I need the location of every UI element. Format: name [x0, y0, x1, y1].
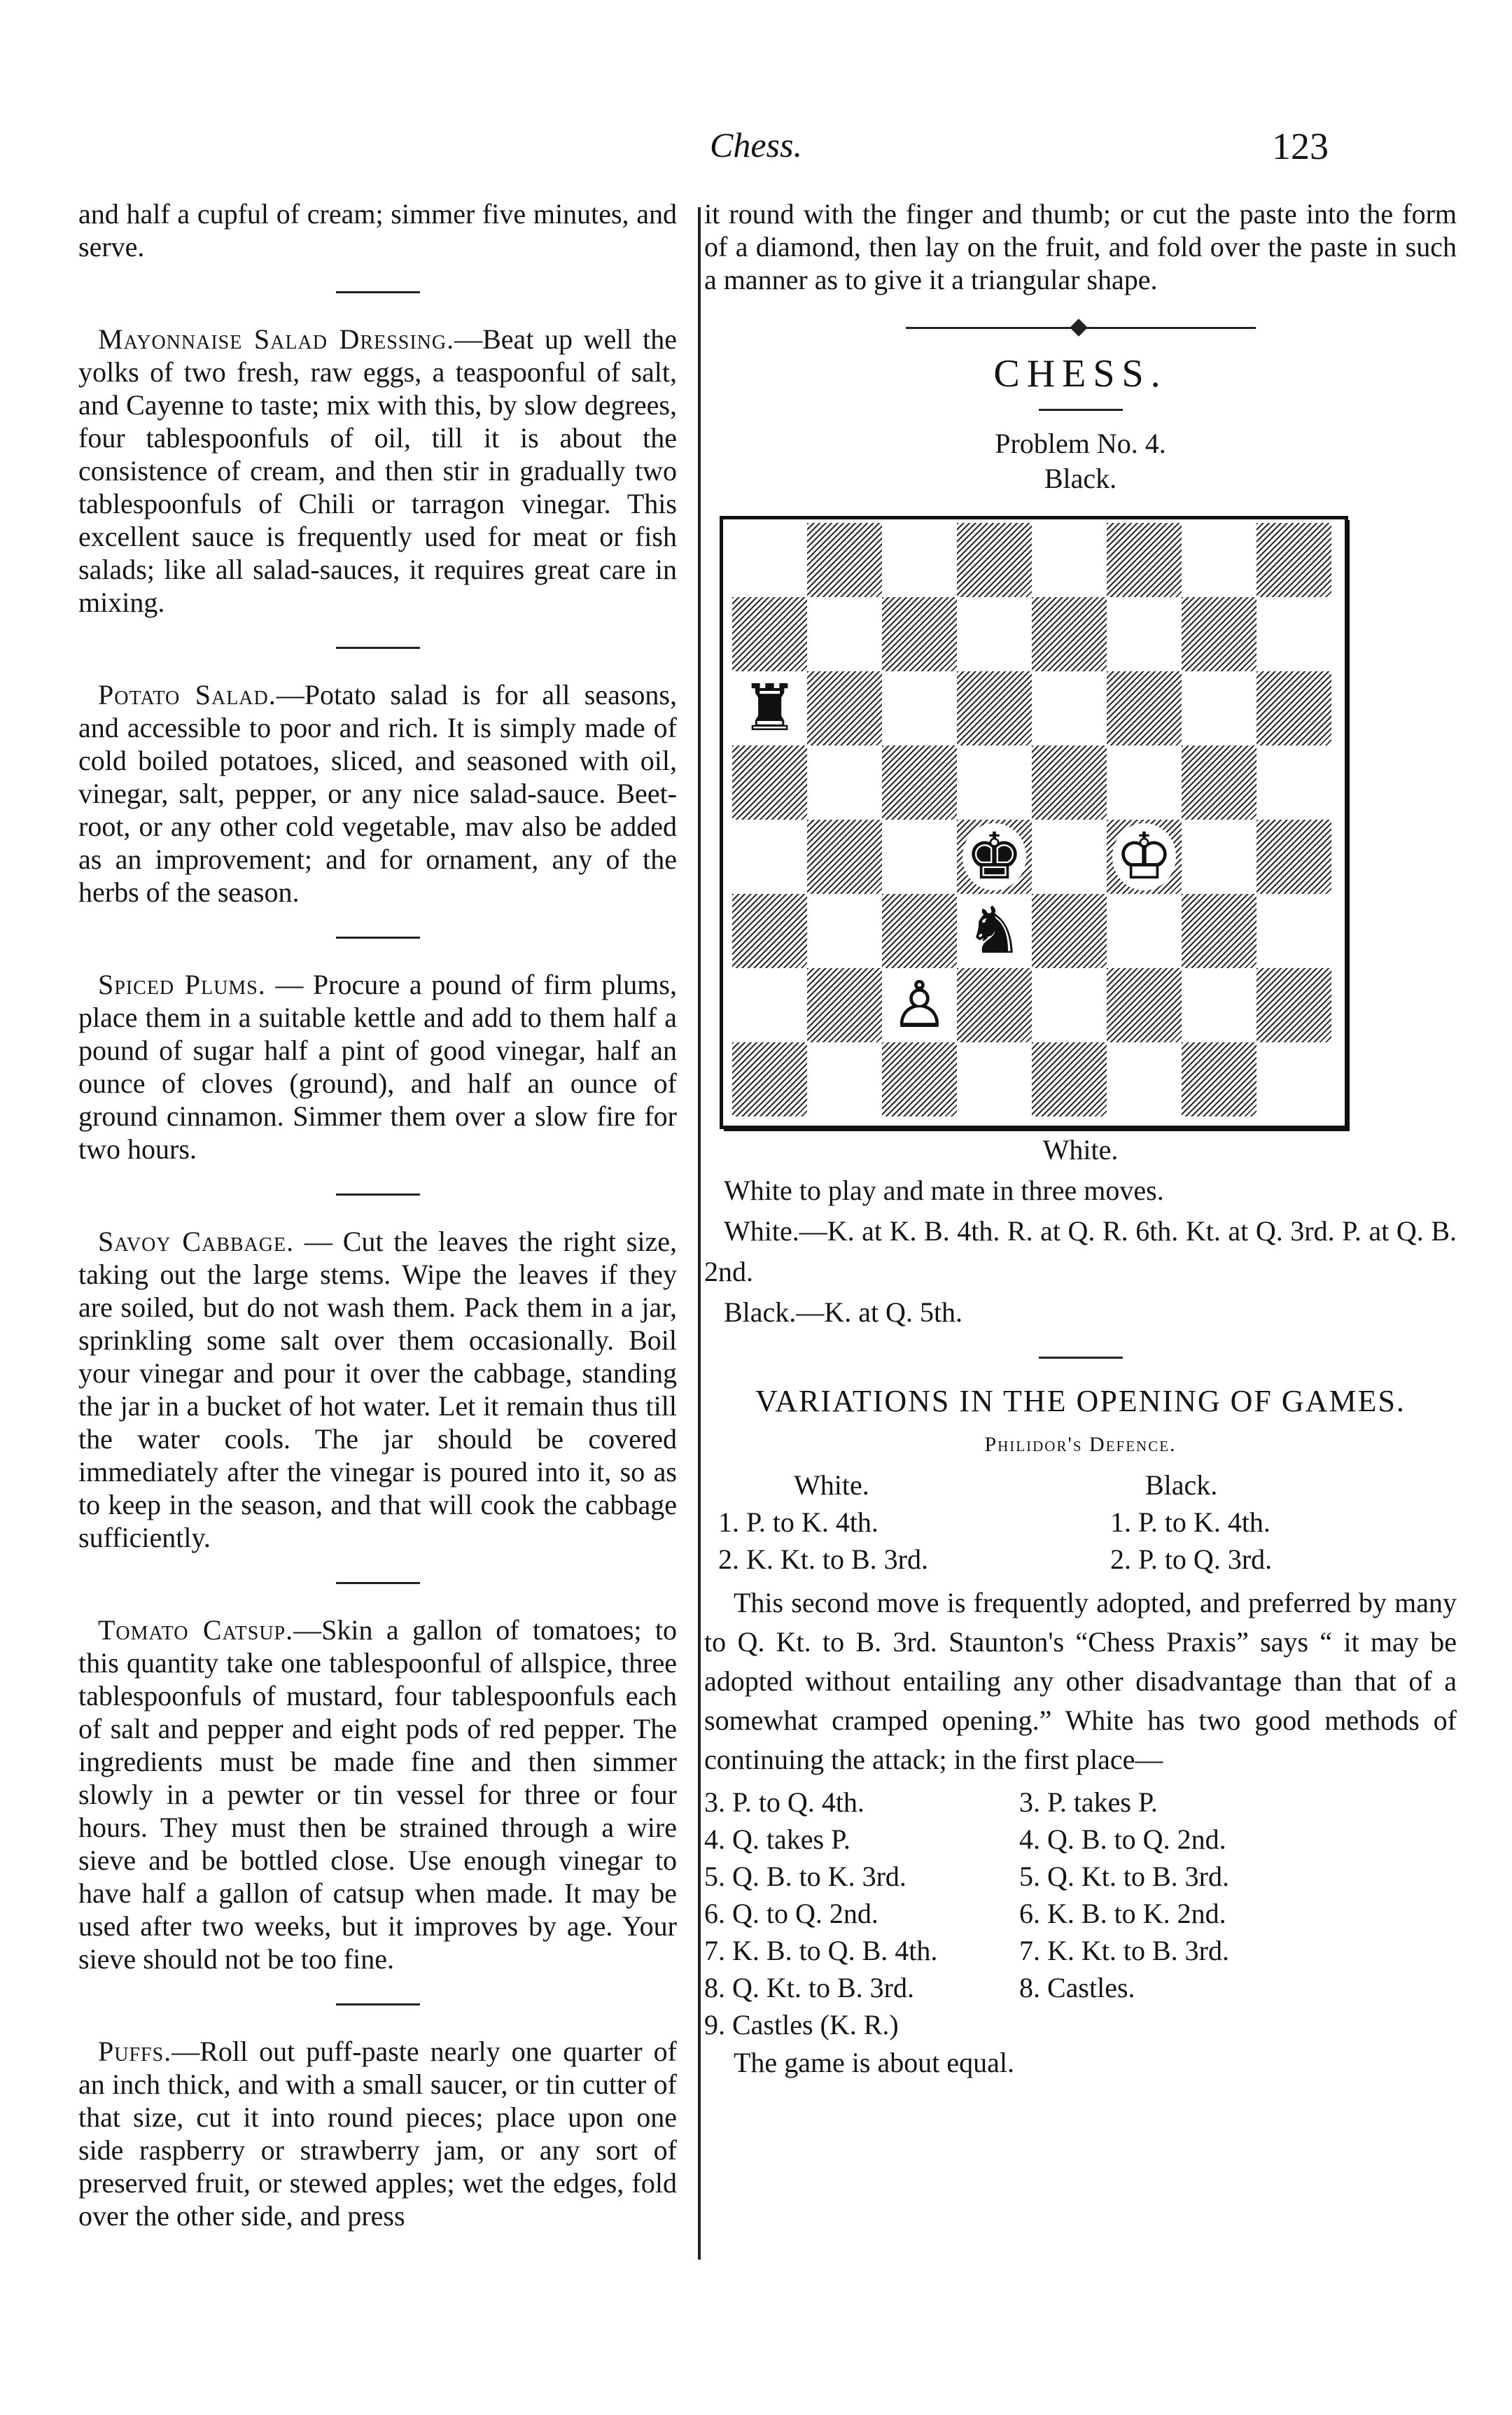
board-square [957, 968, 1032, 1042]
move-white: 2. K. Kt. to B. 3rd. [718, 1544, 928, 1575]
board-square [1256, 597, 1331, 671]
board-square [882, 1042, 957, 1116]
move-white: 5. Q. B. to K. 3rd. [704, 1861, 906, 1892]
variations-title: VARIATIONS IN THE OPENING OF GAMES. [755, 1384, 1406, 1418]
board-square [1107, 894, 1182, 968]
board-square [732, 597, 807, 671]
board-square [1256, 746, 1331, 820]
board-square [1107, 1042, 1182, 1116]
chess-heading: CHESS. [993, 352, 1168, 396]
board-square [957, 820, 1032, 894]
board-square [957, 523, 1032, 597]
conclusion: The game is about equal. [734, 2047, 1014, 2078]
problem-instruction: White to play and mate in three moves. [724, 1175, 1164, 1206]
board-square [882, 820, 957, 894]
opening-commentary: This second move is frequently adopted, and preferred by many to Q. Kt. to B. 3rd. Staunton's “Chess Praxis” says “ it may be adopted without entailing any other disadvantage than that of a somewhat cramped opening.” White has two good methods of continuing the attack; in the first place— [704, 1587, 1457, 1775]
left-column [78, 197, 677, 2232]
board-square [882, 894, 957, 968]
board-square [807, 597, 882, 671]
board-square [1107, 746, 1182, 820]
board-square [732, 523, 807, 597]
board-square [1032, 820, 1107, 894]
move-white: 4. Q. takes P. [704, 1823, 850, 1855]
board-square [1256, 968, 1331, 1042]
board-square [1256, 671, 1331, 746]
move-white: 6. Q. to Q. 2nd. [704, 1898, 878, 1929]
board-square [1182, 746, 1256, 820]
recipe-title: Savoy Cabbage. [98, 1226, 295, 1257]
recipe-mayonnaise [78, 323, 677, 619]
board-square [957, 894, 1032, 968]
move-black: 6. K. B. to K. 2nd. [1019, 1898, 1226, 1929]
move-black: 7. K. Kt. to B. 3rd. [1019, 1935, 1229, 1966]
recipe-text: —Potato salad is for all seasons, and accessible to poor and rich. It is simply made of cold boiled potatoes, sliced, and seasoned with oil, vinegar, salt, pepper, or any nice salad-sauce. Beet-root, or any other cold vegetable, mav also be added as an improvement; and for ornament, any of the herbs of the season. [78, 679, 678, 908]
section-ornament [906, 327, 1256, 329]
recipe-tomato-catsup [78, 1614, 677, 1975]
move-black: 1. P. to K. 4th. [1110, 1506, 1270, 1538]
running-head: Chess. [710, 125, 802, 164]
divider [336, 2003, 420, 2005]
board-square [807, 523, 882, 597]
board-square [807, 968, 882, 1042]
recipe-title: Tomato Catsup. [98, 1614, 294, 1646]
black-king-icon: ♚ [962, 823, 1026, 890]
board-square [1256, 523, 1331, 597]
puffs-continuation: it round with the finger and thumb; or cut the paste into the form of a diamond, then lay on the fruit, and fold over the paste in such a manner as to give it a triangular shape. [704, 198, 1457, 295]
board-squares [732, 523, 1331, 1116]
board-square [807, 820, 882, 894]
move-white: 7. K. B. to Q. B. 4th. [704, 1935, 938, 1966]
column-rule [698, 207, 701, 2260]
board-square [957, 746, 1032, 820]
recipe-savoy-cabbage [78, 1225, 677, 1554]
board-square [957, 671, 1032, 746]
problem-title: Problem No. 4. [995, 428, 1166, 459]
board-square [1182, 820, 1256, 894]
move-white: 9. Castles (K. R.) [704, 2009, 899, 2040]
continuation-moves [704, 1784, 1457, 2043]
board-square [807, 894, 882, 968]
board-square [1107, 820, 1182, 894]
move-black [1019, 2006, 1439, 2043]
white-position: White.—K. at K. B. 4th. R. at Q. R. 6th. Kt. at Q. 3rd. P. at Q. B. 2nd. [704, 1215, 1457, 1287]
recipe-spiced-plums [78, 968, 677, 1166]
move-white: 1. P. to K. 4th. [718, 1506, 878, 1538]
board-square [957, 597, 1032, 671]
board-square [807, 671, 882, 746]
board-square [1032, 746, 1107, 820]
divider [336, 1194, 420, 1196]
board-square [1182, 523, 1256, 597]
board-square [732, 820, 807, 894]
board-square [1182, 597, 1256, 671]
board-square [732, 1042, 807, 1116]
move-white: 8. Q. Kt. to B. 3rd. [704, 1972, 914, 2003]
move-white: 3. P. to Q. 4th. [704, 1786, 864, 1818]
move-black: 8. Castles. [1019, 1972, 1135, 2003]
board-square [807, 746, 882, 820]
recipe-text: — Procure a pound of firm plums, place them in a suitable kettle and add to them half a pound of sugar half a pint of good vinegar, half an ounce of cloves (ground), and half an ounce of ground cinnamon. Simmer them over a slow fire for two hours. [78, 969, 677, 1165]
board-square [1032, 894, 1107, 968]
cream-continuation: and half a cupful of cream; simmer five minutes, and serve. [78, 198, 677, 262]
board-square [1032, 523, 1107, 597]
board-square [732, 671, 807, 746]
divider [336, 291, 420, 293]
divider [336, 1582, 420, 1584]
move-black: 4. Q. B. to Q. 2nd. [1019, 1823, 1226, 1855]
board-square [732, 968, 807, 1042]
board-square [1256, 1042, 1331, 1116]
recipe-title: Spiced Plums. [98, 969, 266, 1000]
white-label: White. [1042, 1134, 1119, 1166]
white-rook-icon: ♜ [741, 671, 799, 746]
divider [1039, 409, 1123, 411]
right-column [704, 197, 1457, 2082]
board-square [1182, 1042, 1256, 1116]
board-square [1182, 894, 1256, 968]
move-black: 2. P. to Q. 3rd. [1110, 1544, 1273, 1575]
recipe-potato-salad [78, 678, 677, 909]
board-square [807, 1042, 882, 1116]
move-black: 5. Q. Kt. to B. 3rd. [1019, 1861, 1229, 1892]
board-square [1107, 671, 1182, 746]
recipe-text: —Beat up well the yolks of two fresh, raw eggs, a teaspoonful of salt, and Cayenne to taste; mix with this, by slow degrees, four tablespoonfuls of oil, till it is about the consistence of cream, and then stir in gradually two tablespoonfuls of Chili or tarragon vinegar. This excellent sauce is frequently used for meat or fish salads; like all salad-sauces, it requires great care in mixing. [78, 323, 677, 618]
opening-moves [704, 1466, 1457, 1578]
white-king-icon: ♔ [1112, 823, 1175, 890]
page-number: 123 [1272, 125, 1329, 167]
recipe-text: —Skin a gallon of tomatoes; to this quantity take one tablespoonful of allspice, three tablespoonfuls of mustard, four tablespoonfuls each of salt and pepper and eight pods of red pepper. The ingredients must be made fine and then simmer slowly in a pewter or tin vessel for three or four hours. They must then be strained through a wire sieve and be bottled close. Use enough vinegar to have half a gallon of catsup when made. It may be used after two weeks, but it improves by age. Your sieve should not be too fine. [78, 1614, 677, 1975]
white-pawn-icon: ♙ [890, 967, 948, 1042]
board-square [1032, 1042, 1107, 1116]
board-square [957, 1042, 1032, 1116]
board-square [882, 597, 957, 671]
recipe-title: Mayonnaise Salad Dressing. [98, 323, 455, 355]
column-head-black: Black. [1145, 1469, 1218, 1501]
board-square [732, 746, 807, 820]
board-square [1256, 820, 1331, 894]
board-square [1107, 523, 1182, 597]
recipe-text: — Cut the leaves the right size, taking out the large stems. Wipe the leaves if they are soiled, but do not wash them. Pack them in a jar, sprinkling some salt over them occasionally. Boil your vinegar and pour it over the cabbage, standing the jar in a bucket of hot water. Let it remain thus till the water cools. The jar should be covered immediately after the vinegar is poured into it, so as to keep in the season, and that will cook the cabbage sufficiently. [78, 1226, 677, 1553]
board-square [882, 968, 957, 1042]
board-frame-shadow [1347, 520, 1350, 1130]
black-label: Black. [1044, 463, 1117, 494]
black-position: Black.—K. at Q. 5th. [724, 1296, 963, 1328]
divider [1039, 1357, 1123, 1359]
board-frame-shadow [724, 1128, 1350, 1131]
board-square [1032, 597, 1107, 671]
recipe-title: Potato Salad. [98, 679, 276, 710]
chess-board [720, 516, 1350, 1130]
board-square [882, 523, 957, 597]
board-square [1107, 597, 1182, 671]
recipe-title: Puffs. [98, 2036, 172, 2067]
board-square [882, 671, 957, 746]
column-head-white: White. [794, 1469, 869, 1501]
defence-title: Philidor's Defence. [984, 1433, 1177, 1456]
board-square [1182, 968, 1256, 1042]
move-black: 3. P. takes P. [1019, 1786, 1158, 1818]
recipe-puffs [78, 2035, 677, 2232]
board-square [1107, 968, 1182, 1042]
white-knight-icon: ♞ [965, 893, 1023, 968]
divider [336, 647, 420, 649]
board-square [1182, 671, 1256, 746]
divider [336, 937, 420, 939]
board-square [732, 894, 807, 968]
board-square [1032, 671, 1107, 746]
recipe-text: —Roll out puff-paste nearly one quarter of an inch thick, and with a small saucer, or tin cutter of that size, cut it into round pieces; place upon one side raspberry or strawberry jam, or any sort of preserved fruit, or stewed apples; wet the edges, fold over the other side, and press [78, 2036, 677, 2232]
board-square [882, 746, 957, 820]
board-square [1256, 894, 1331, 968]
board-square [1032, 968, 1107, 1042]
